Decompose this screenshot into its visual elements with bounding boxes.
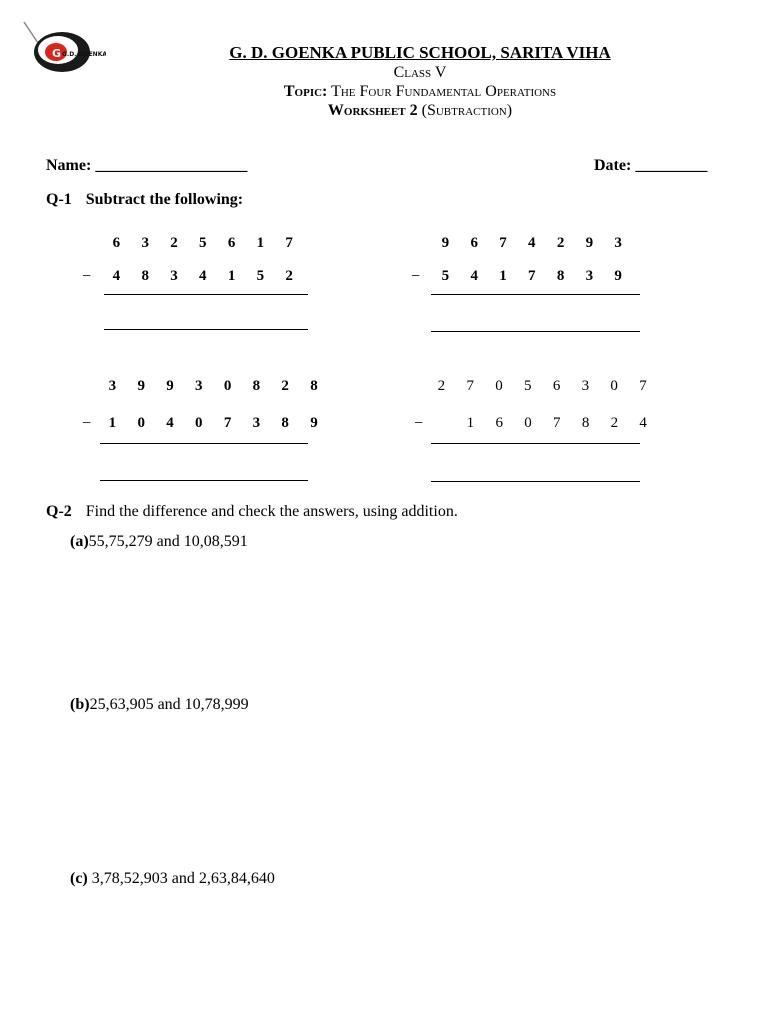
digit: 7 xyxy=(223,415,232,431)
digit: 4 xyxy=(470,268,478,284)
subtraction-line xyxy=(104,294,308,295)
digit: 3 xyxy=(195,378,203,394)
digit: 9 xyxy=(310,415,318,431)
problem-2-top-row xyxy=(431,235,633,252)
svg-text:G: G xyxy=(52,47,62,60)
answer-line xyxy=(431,331,640,332)
digit: 3 xyxy=(614,235,622,251)
topic-label: Topic: xyxy=(283,83,328,100)
digit: 4 xyxy=(166,415,174,431)
date-field: Date: _________ xyxy=(594,157,708,174)
digit: 5 xyxy=(256,268,265,284)
item-text: 55,75,279 and 10,08,591 xyxy=(88,533,248,550)
question-number: Q-1 xyxy=(46,191,72,208)
item-label: (a) xyxy=(70,533,89,550)
digit: 8 xyxy=(281,415,289,431)
worksheet-number: Worksheet 2 xyxy=(327,102,418,119)
digit: 1 xyxy=(256,235,265,251)
minus-sign: − xyxy=(414,415,424,432)
answer-line xyxy=(431,481,640,482)
digit: 1 xyxy=(499,268,507,284)
digit: 8 xyxy=(141,268,149,284)
digit: 8 xyxy=(556,268,565,284)
school-name: G. D. GOENKA PUBLIC SCHOOL, SARITA VIHA xyxy=(229,43,611,62)
item-label: (c) xyxy=(70,870,88,887)
digit: 0 xyxy=(137,415,145,431)
subtraction-line xyxy=(431,294,640,295)
minus-sign: − xyxy=(82,268,92,285)
digit: 4 xyxy=(639,415,647,431)
digit: 0 xyxy=(223,378,232,394)
digit: 2 xyxy=(281,378,289,394)
item-text: 25,63,905 and 10,78,999 xyxy=(89,696,249,713)
digit: 6 xyxy=(227,235,236,251)
q2-item-a xyxy=(70,533,248,551)
answer-line xyxy=(100,480,308,481)
digit: 3 xyxy=(170,268,178,284)
question-2-heading xyxy=(46,503,458,521)
problem-1-bottom-row xyxy=(102,268,304,285)
digit: 2 xyxy=(285,268,293,284)
digit: 6 xyxy=(495,415,503,431)
question-1-heading xyxy=(46,191,243,209)
digit: 9 xyxy=(585,235,594,251)
question-title: Find the difference and check the answers, using addition. xyxy=(85,503,458,520)
q2-item-b xyxy=(70,696,249,714)
digit: 9 xyxy=(137,378,145,394)
digit: 0 xyxy=(524,415,532,431)
digit: 5 xyxy=(441,268,450,284)
digit: 7 xyxy=(499,235,507,251)
problem-3-top-row xyxy=(98,378,328,395)
digit: 0 xyxy=(195,415,203,431)
problem-3-bottom-row xyxy=(98,415,328,432)
digit: 7 xyxy=(553,415,561,431)
topic-text: The Four Fundamental Operations xyxy=(331,83,557,100)
worksheet-subject: (Subtraction) xyxy=(421,102,513,119)
digit: 1 xyxy=(466,415,475,431)
digit: 8 xyxy=(252,378,261,394)
topic-line xyxy=(120,83,720,101)
item-label: (b) xyxy=(70,696,90,713)
name-field: Name: ___________________ xyxy=(46,157,248,174)
problem-2-bottom-row xyxy=(431,268,633,285)
digit: 3 xyxy=(581,378,590,394)
digit: 4 xyxy=(112,268,121,284)
digit: 9 xyxy=(441,235,450,251)
q2-item-c xyxy=(70,870,275,888)
digit: 3 xyxy=(585,268,594,284)
digit: 5 xyxy=(524,378,532,394)
problem-4-top-row xyxy=(427,378,657,395)
digit: 6 xyxy=(112,235,121,251)
digit: 9 xyxy=(614,268,622,284)
problem-4-bottom-row xyxy=(456,415,658,432)
digit: 6 xyxy=(470,235,478,251)
digit: 8 xyxy=(581,415,590,431)
worksheet-line xyxy=(120,102,720,120)
digit: 7 xyxy=(466,378,474,394)
digit: 7 xyxy=(528,268,536,284)
digit: 4 xyxy=(528,235,536,251)
digit: 3 xyxy=(141,235,149,251)
digit: 5 xyxy=(199,235,207,251)
problem-1-top-row xyxy=(102,235,304,252)
school-logo xyxy=(16,12,106,76)
minus-sign: − xyxy=(82,415,92,432)
item-text: 3,78,52,903 and 2,63,84,640 xyxy=(91,870,275,887)
digit: 2 xyxy=(437,378,446,394)
digit: 8 xyxy=(310,378,318,394)
question-number: Q-2 xyxy=(46,503,72,520)
digit: 0 xyxy=(610,378,618,394)
question-title: Subtract the following: xyxy=(85,191,244,208)
digit: 2 xyxy=(556,235,565,251)
digit: 3 xyxy=(108,378,117,394)
digit: 6 xyxy=(552,378,561,394)
digit: 1 xyxy=(227,268,236,284)
logo-text: G.D. GOENKA xyxy=(62,51,106,58)
digit: 7 xyxy=(639,378,647,394)
digit: 2 xyxy=(610,415,619,431)
digit: 7 xyxy=(285,235,293,251)
digit: 4 xyxy=(199,268,207,284)
answer-line xyxy=(104,329,308,330)
minus-sign: − xyxy=(411,268,421,285)
class-label: Class V xyxy=(393,64,447,81)
digit: 9 xyxy=(166,378,174,394)
digit: 0 xyxy=(495,378,503,394)
digit: 1 xyxy=(108,415,117,431)
subtraction-line xyxy=(100,443,308,444)
subtraction-line xyxy=(431,443,640,444)
digit: 2 xyxy=(170,235,178,251)
digit: 3 xyxy=(252,415,261,431)
